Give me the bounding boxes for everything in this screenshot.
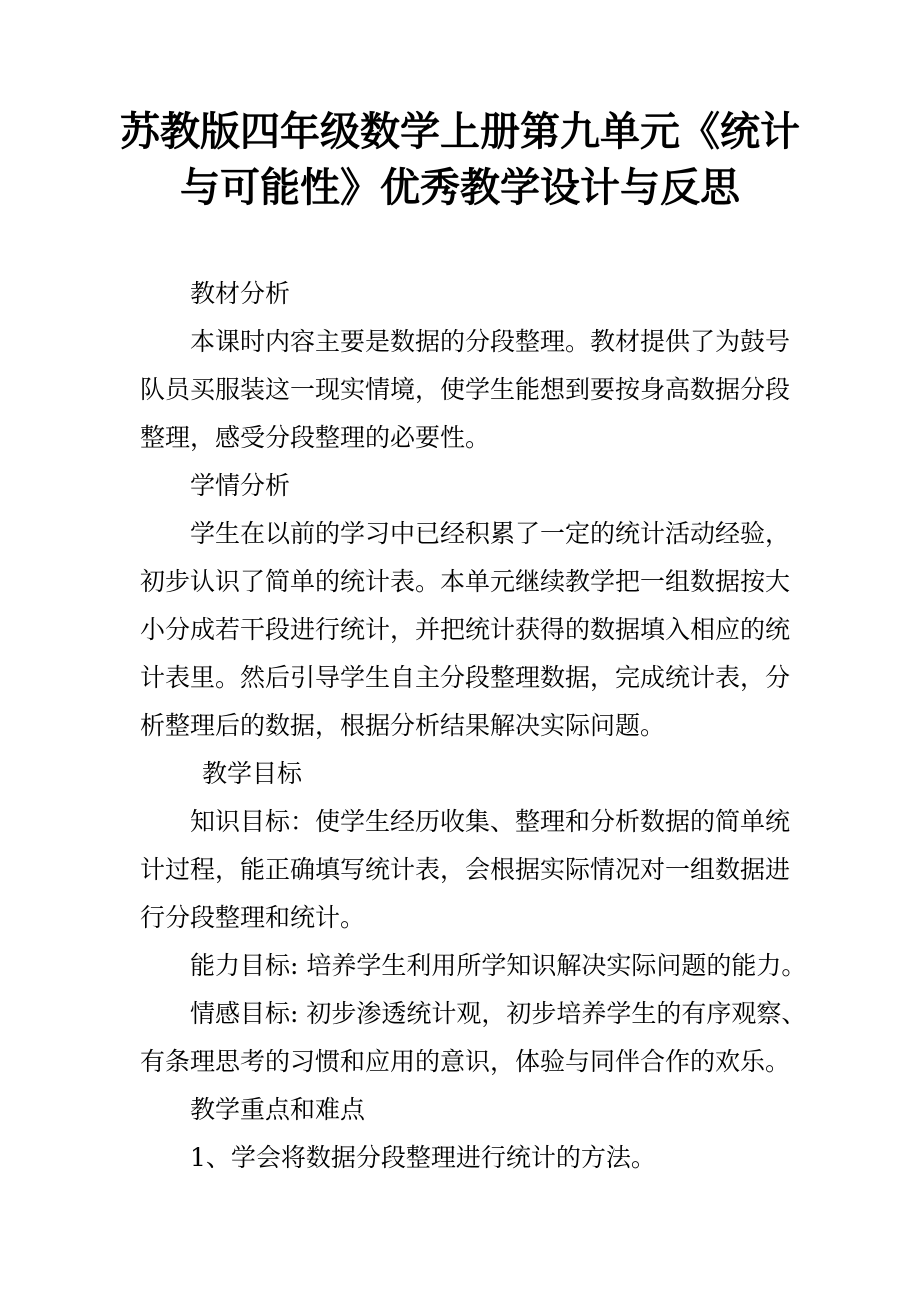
paragraph-line: 有条理思考的习惯和应用的意识，体验与同伴合作的欢乐。 — [140, 1047, 791, 1076]
section-heading-key-points: 教学重点和难点 — [190, 1095, 366, 1124]
paragraph-line: 析整理后的数据，根据分析结果解决实际问题。 — [140, 711, 666, 740]
section-heading-textbook-analysis: 教材分析 — [190, 279, 291, 308]
title-line-1: 苏教版四年级数学上册第九单元《统计 — [120, 109, 800, 155]
title-line-2: 与可能性》优秀教学设计与反思 — [180, 165, 740, 211]
paragraph-line: 行分段整理和统计。 — [140, 903, 366, 932]
paragraph-line: 学生在以前的学习中已经积累了一定的统计活动经验， — [190, 519, 791, 548]
paragraph-line: 计表里。然后引导学生自主分段整理数据，完成统计表，分 — [140, 663, 791, 692]
paragraph-line: 小分成若干段进行统计，并把统计获得的数据填入相应的统 — [140, 615, 791, 644]
paragraph-line: 情感目标: 初步渗透统计观，初步培养学生的有序观察、 — [190, 999, 807, 1028]
paragraph-line: 能力目标: 培养学生利用所学知识解决实际问题的能力。 — [190, 951, 807, 980]
document-title — [100, 104, 820, 216]
paragraph-line: 整理，感受分段整理的必要性。 — [140, 423, 491, 452]
paragraph-line: 本课时内容主要是数据的分段整理。教材提供了为鼓号 — [190, 327, 791, 356]
section-heading-teaching-goals: 教学目标 — [202, 759, 303, 788]
paragraph-line: 队员买服装这一现实情境，使学生能想到要按身高数据分段 — [140, 375, 791, 404]
paragraph-line: 计过程，能正确填写统计表，会根据实际情况对一组数据进 — [140, 855, 791, 884]
paragraph-line: 知识目标：使学生经历收集、整理和分析数据的简单统 — [190, 807, 791, 836]
section-heading-student-analysis: 学情分析 — [190, 471, 291, 500]
paragraph-line: 初步认识了简单的统计表。本单元继续教学把一组数据按大 — [140, 567, 791, 596]
list-item: 1、学会将数据分段整理进行统计的方法。 — [190, 1143, 656, 1172]
